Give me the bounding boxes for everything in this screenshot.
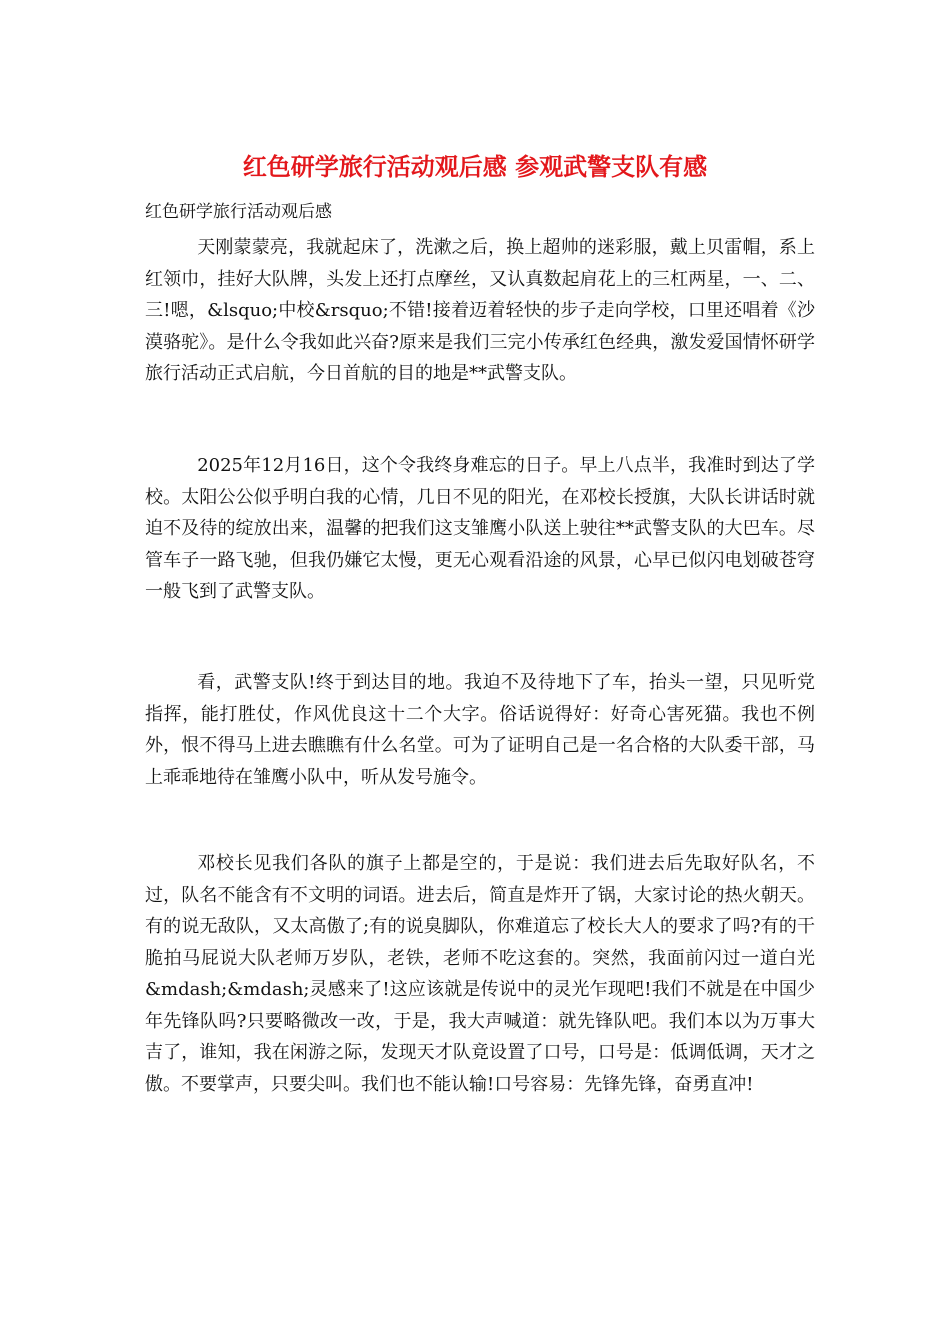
document-subtitle: 红色研学旅行活动观后感 xyxy=(145,202,332,222)
paragraph-4: 邓校长见我们各队的旗子上都是空的，于是说：我们进去后先取好队名，不过，队名不能含有不文明的词语。进去后，简直是炸开了锅，大家讨论的热火朝天。有的说无敌队，又太高傲了;有的说臭脚队，你难道忘了校长大人的要求了吗?有的干脆拍马屁说大队老师万岁队，老铁，老师不吃这套的。突然，我面前闪过一道白光&mdash;&mdash;灵感来了!这应该就是传说中的灵光乍现吧!我们不就是在中国少年先锋队吗?只要略微改一改，于是，我大声喊道：就先锋队吧。我们本以为万事大吉了，谁知，我在闲游之际，发现天才队竟设置了口号，口号是：低调低调，天才之傲。不要掌声，只要尖叫。我们也不能认输!口号容易：先锋先锋，奋勇直冲! xyxy=(145,853,815,1095)
paragraph-3: 看，武警支队!终于到达目的地。我迫不及待地下了车，抬头一望，只见听党指挥，能打胜仗，作风优良这十二个大字。俗话说得好：好奇心害死猫。我也不例外，恨不得马上进去瞧瞧有什么名堂。可为了证明自己是一名合格的大队委干部，马上乖乖地待在雏鹰小队中，听从发号施令。 xyxy=(145,672,815,788)
document-title: 红色研学旅行活动观后感 参观武警支队有感 xyxy=(242,152,708,181)
paragraph-2: 2025年12月16日，这个令我终身难忘的日子。早上八点半，我准时到达了学校。太阳公公似乎明白我的心情，几日不见的阳光，在邓校长授旗，大队长讲话时就迫不及待的绽放出来，温馨的把我们这支雏鹰小队送上驶往**武警支队的大巴车。尽管车子一路飞驰，但我仍嫌它太慢，更无心观看沿途的风景，心早已似闪电划破苍穹一般飞到了武警支队。 xyxy=(145,455,815,602)
paragraph-1: 天刚蒙蒙亮，我就起床了，洗漱之后，换上超帅的迷彩服，戴上贝雷帽，系上红领巾，挂好大队牌，头发上还打点摩丝，又认真数起肩花上的三杠两星，一、二、三!嗯，&lsquo;中校&rsquo;不错!接着迈着轻快的步子走向学校，口里还唱着《沙漠骆驼》。是什么令我如此兴奋?原来是我们三完小传承红色经典，激发爱国情怀研学旅行活动正式启航，今日首航的目的地是**武警支队。 xyxy=(145,237,815,384)
